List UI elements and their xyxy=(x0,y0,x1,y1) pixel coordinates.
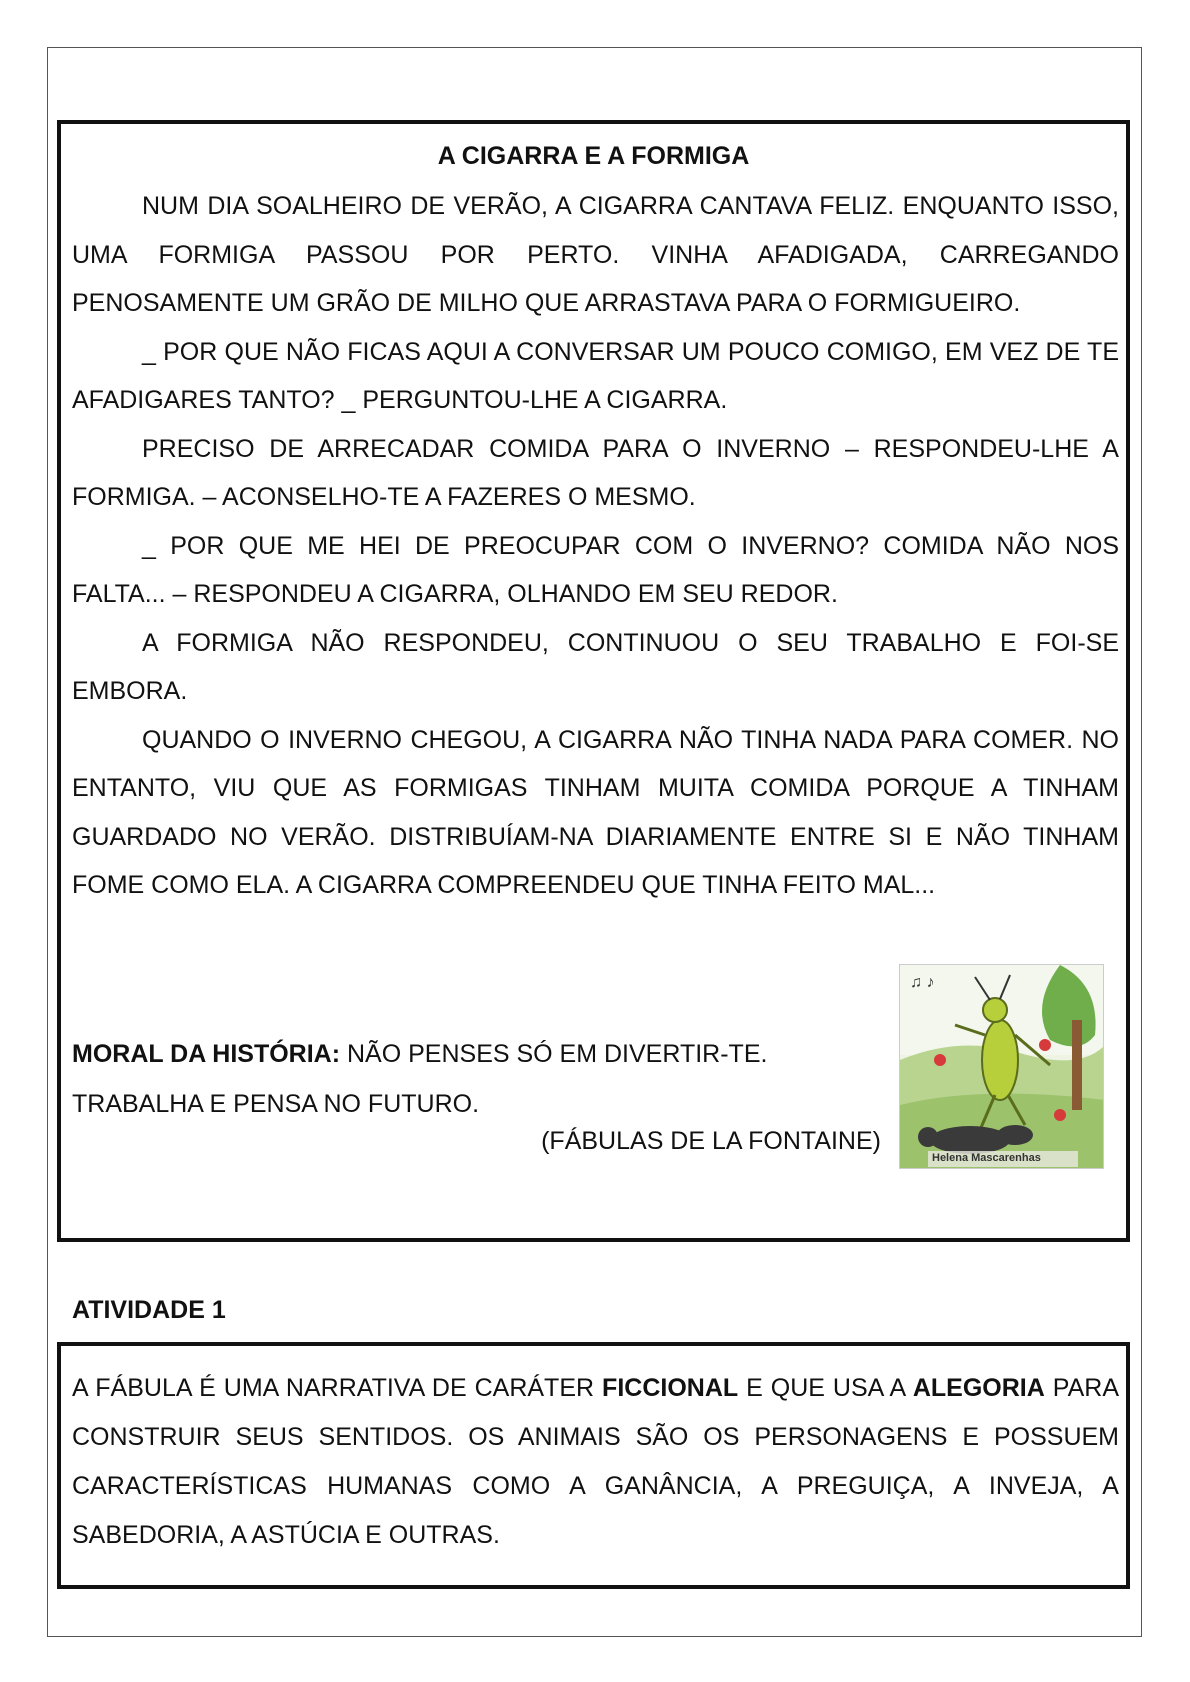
activity-text-part-1: A FÁBULA É UMA NARRATIVA DE CARÁTER xyxy=(72,1374,603,1402)
story-text xyxy=(72,182,1119,910)
story-source: (FÁBULAS DE LA FONTAINE) xyxy=(541,1127,881,1155)
ant-and-cicada-illustration xyxy=(899,964,1104,1169)
activity-bold-alegoria: ALEGORIA xyxy=(912,1374,1045,1402)
moral xyxy=(72,1029,892,1129)
story-paragraph-2: _ POR QUE NÃO FICAS AQUI A CONVERSAR UM POUCO COMIGO, EM VEZ DE TE AFADIGARES TANTO? _ PERGUNTOU-LHE A CIGARRA. xyxy=(72,337,1119,414)
story-box xyxy=(57,120,1130,1242)
illustration-signature: Helena Mascarenhas xyxy=(932,1152,1041,1164)
story-paragraph-1: NUM DIA SOALHEIRO DE VERÃO, A CIGARRA CANTAVA FELIZ. ENQUANTO ISSO, UMA FORMIGA PASSOU POR PERTO. VINHA AFADIGADA, CARREGANDO PENOSAMENTE UM GRÃO DE MILHO QUE ARRASTAVA PARA O FORMIGUEIRO. xyxy=(72,192,1119,317)
activity-title: ATIVIDADE 1 xyxy=(72,1296,226,1324)
svg-text:♫ ♪: ♫ ♪ xyxy=(910,974,935,991)
illustration-drawing xyxy=(900,965,1104,1169)
story-paragraph-6: QUANDO O INVERNO CHEGOU, A CIGARRA NÃO TINHA NADA PARA COMER. NO ENTANTO, VIU QUE AS FORMIGAS TINHAM MUITA COMIDA PORQUE A TINHAM GUARDADO NO VERÃO. DISTRIBUÍAM-NA DIARIAMENTE ENTRE SI E NÃO TINHAM FOME COMO ELA. A CIGARRA COMPREENDEU QUE TINHA FEITO MAL... xyxy=(72,725,1119,899)
moral-label: MORAL DA HISTÓRIA: xyxy=(72,1040,341,1068)
activity-text-part-3: PARA CONSTRUIR SEUS SENTIDOS. OS ANIMAIS SÃO OS PERSONAGENS E POSSUEM CARACTERÍSTICAS HUMANAS COMO A GANÂNCIA, A PREGUIÇA, A INVEJA, A SABEDORIA, A ASTÚCIA E OUTRAS. xyxy=(72,1374,1119,1549)
moral-text: NÃO PENSES SÓ EM DIVERTIR-TE. TRABALHA E PENSA NO FUTURO. xyxy=(72,1040,768,1118)
story-title: A CIGARRA E A FORMIGA xyxy=(437,142,750,170)
activity-bold-ficcional: FICCIONAL xyxy=(602,1374,739,1402)
activity-box xyxy=(57,1342,1130,1589)
story-paragraph-3: PRECISO DE ARRECADAR COMIDA PARA O INVERNO – RESPONDEU-LHE A FORMIGA. – ACONSELHO-TE A FAZERES O MESMO. xyxy=(72,434,1119,511)
story-paragraph-5: A FORMIGA NÃO RESPONDEU, CONTINUOU O SEU TRABALHO E FOI-SE EMBORA. xyxy=(72,628,1119,705)
activity-text xyxy=(72,1364,1119,1560)
story-paragraph-4: _ POR QUE ME HEI DE PREOCUPAR COM O INVERNO? COMIDA NÃO NOS FALTA... – RESPONDEU A CIGARRA, OLHANDO EM SEU REDOR. xyxy=(72,531,1119,608)
activity-text-part-2: E QUE USA A xyxy=(738,1374,913,1402)
